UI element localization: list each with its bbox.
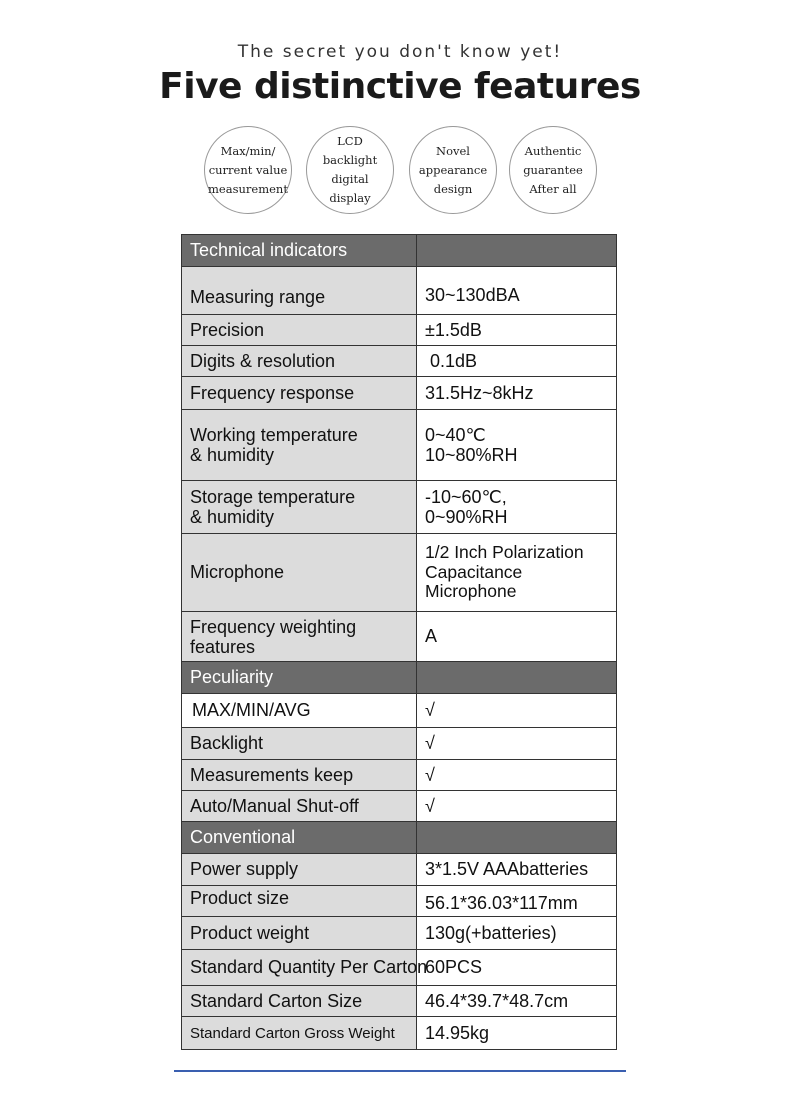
row-value-line: -10~60℃, <box>425 487 507 507</box>
row-value-line: 1/2 Inch Polarization <box>425 542 584 563</box>
row-label: Digits & resolution <box>182 346 417 377</box>
table-row <box>182 917 617 950</box>
table-row <box>182 986 617 1017</box>
section-header-peculiarity <box>182 662 617 694</box>
row-label <box>182 612 417 662</box>
section-header-blank <box>417 822 617 854</box>
section-header-label: Technical indicators <box>182 235 417 267</box>
table-row <box>182 728 617 760</box>
row-label-line: features <box>190 636 256 657</box>
row-label-line: Frequency weighting <box>190 616 357 637</box>
feature-line: backlight <box>322 153 378 167</box>
table-row <box>182 760 617 791</box>
row-label-line: & humidity <box>190 445 275 465</box>
row-value-line: Capacitance <box>425 561 523 582</box>
row-value <box>417 410 617 481</box>
row-label: Microphone <box>182 534 417 612</box>
table-row <box>182 410 617 481</box>
section-header-blank <box>417 235 617 267</box>
section-header-label: Peculiarity <box>182 662 417 694</box>
row-label: Product weight <box>182 917 417 950</box>
row-value: 0.1dB <box>417 346 617 377</box>
row-label: Standard Carton Gross Weight <box>182 1017 417 1050</box>
row-value: 30~130dBA <box>417 267 617 315</box>
row-label <box>182 410 417 481</box>
row-label: Standard Quantity Per Carton <box>182 950 417 986</box>
row-value: √ <box>417 728 617 760</box>
row-value-line: Microphone <box>425 581 517 602</box>
feature-line: design <box>433 181 473 196</box>
row-label: Backlight <box>182 728 417 760</box>
feature-line: LCD <box>337 134 363 148</box>
row-value: 14.95kg <box>417 1017 617 1050</box>
row-label-line: & humidity <box>190 507 275 527</box>
table-row <box>182 791 617 822</box>
row-value: √ <box>417 791 617 822</box>
feature-line: appearance <box>418 162 488 177</box>
section-header-blank <box>417 662 617 694</box>
row-value <box>417 534 617 612</box>
row-label-line: Storage temperature <box>190 487 356 507</box>
row-value-line: 10~80%RH <box>425 445 518 465</box>
page-title: Five distinctive features <box>159 66 641 107</box>
feature-line: guarantee <box>523 162 583 177</box>
section-header-conventional <box>182 822 617 854</box>
row-label: Power supply <box>182 854 417 886</box>
table-row <box>182 377 617 410</box>
row-value-line: 0~90%RH <box>425 507 508 527</box>
page-subtitle: The secret you don't know yet! <box>237 42 563 62</box>
feature-line: Novel <box>436 143 470 158</box>
row-value: 60PCS <box>417 950 617 986</box>
row-value: 3*1.5V AAAbatteries <box>417 854 617 886</box>
row-label: Measurements keep <box>182 760 417 791</box>
table-row <box>182 854 617 886</box>
table-row <box>182 534 617 612</box>
row-value: 46.4*39.7*48.7cm <box>417 986 617 1017</box>
row-value: ±1.5dB <box>417 315 617 346</box>
feature-line: digital <box>331 172 369 186</box>
row-label: Product size <box>182 886 417 917</box>
table-row <box>182 1017 617 1050</box>
table-row <box>182 481 617 534</box>
row-value: 56.1*36.03*117mm <box>417 886 617 917</box>
feature-line: Max/min/ <box>220 143 276 158</box>
row-label: Frequency response <box>182 377 417 410</box>
row-label-line: Working temperature <box>190 425 358 445</box>
table-row <box>182 694 617 728</box>
feature-circle-lcd <box>306 126 394 214</box>
table-row <box>182 950 617 986</box>
row-value: √ <box>417 760 617 791</box>
row-value <box>417 481 617 534</box>
table-row <box>182 315 617 346</box>
row-label: Measuring range <box>182 267 417 315</box>
table-row <box>182 267 617 315</box>
section-header-technical <box>182 235 617 267</box>
bottom-divider <box>174 1070 626 1072</box>
feature-line: current value <box>208 162 288 177</box>
feature-line: display <box>329 191 371 205</box>
table-row <box>182 612 617 662</box>
row-label: Auto/Manual Shut-off <box>182 791 417 822</box>
row-value: 130g(+batteries) <box>417 917 617 950</box>
row-value: √ <box>417 694 617 728</box>
spec-table <box>181 234 617 1050</box>
feature-line: After all <box>529 181 577 196</box>
feature-line: Authentic <box>524 143 582 158</box>
feature-circle-max-min <box>204 126 292 214</box>
section-header-label: Conventional <box>182 822 417 854</box>
row-value: 31.5Hz~8kHz <box>417 377 617 410</box>
row-label: Precision <box>182 315 417 346</box>
table-row <box>182 886 617 917</box>
row-value: A <box>417 612 617 662</box>
feature-line: measurement <box>208 181 288 196</box>
row-label: Standard Carton Size <box>182 986 417 1017</box>
table-row <box>182 346 617 377</box>
row-label <box>182 481 417 534</box>
row-value-line: 0~40℃ <box>425 425 486 445</box>
feature-circle-authentic <box>509 126 597 214</box>
feature-circle-novel <box>409 126 497 214</box>
row-label: MAX/MIN/AVG <box>182 694 417 728</box>
